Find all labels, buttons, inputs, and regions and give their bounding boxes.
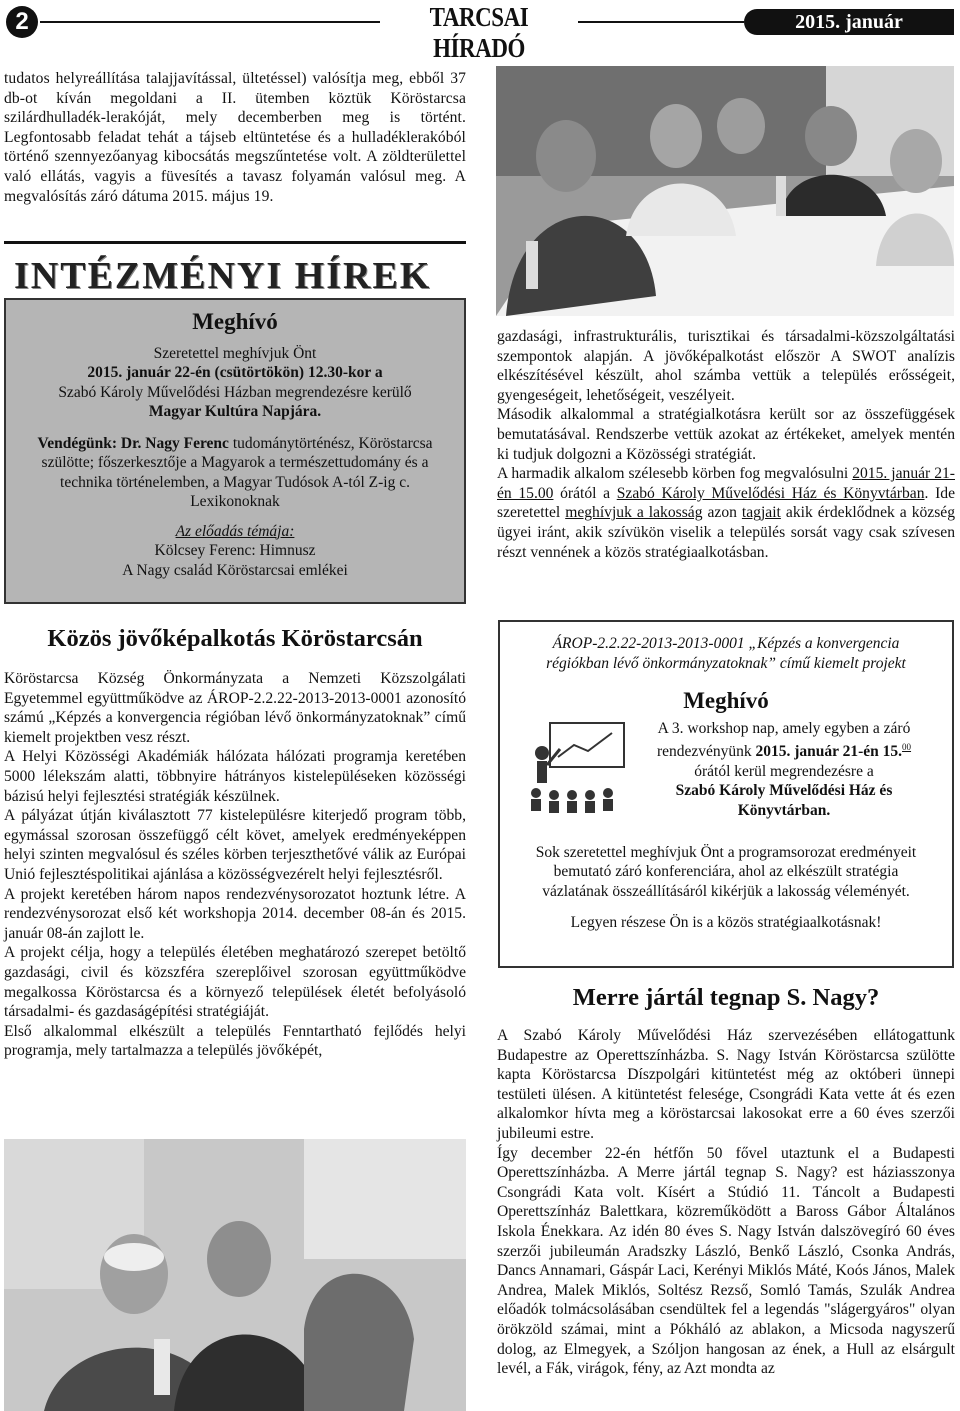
topic-line-2: A Nagy család Köröstarcsai emlékei	[122, 561, 348, 579]
article-paragraph: A pályázat útján kiválasztott 77 kistelepülésre kiterjedő program több, egymással szorosan összefüggő célt követ, amelyek eredményeképpen helyi szinten megvalósul és széles körben terjeszthetővé válik az Európai Unió fejlesztéspolitikai ajánlása a közösségvezérelt helyi fejlesztésről.	[4, 807, 466, 883]
right-paragraph: gazdasági, infrastrukturális, turisztikai és társadalmi-közszolgáltatási szempontok alapján. A jövőképalkotást először A SWOT analízis elkészítésével készült, ahol számba vettük a település erősségeit, gyengeségeit, lehetőségeit, veszélyeit.	[497, 328, 955, 404]
presentation-icon	[520, 719, 632, 815]
guest-label: Vendégünk: Dr. Nagy Ferenc	[37, 434, 229, 452]
header-rule-right	[578, 21, 744, 23]
invitation-details	[500, 715, 952, 827]
invitation-box-culture-day	[4, 298, 466, 604]
invitation-event: Magyar Kultúra Napjára.	[148, 403, 322, 420]
right-column-text	[497, 327, 955, 562]
right-paragraph-schedule: A harmadik alkalom szélesebb körben fog megvalósulni 2015. január 21-én 15.00 órától a Szabó Károly Művelődési Ház és Könyvtárban. Ide szeretettel meghívjuk a lakosság azon tagjait akik érdeklődnek a község ügyei iránt, akik szívükön viselik a település sorsát vagy csak szívesen részt vennének a közös stratégiaalkotásban.	[497, 465, 956, 561]
invitation-date: rendezvényünk 2015. január 21-én 15.00	[656, 742, 912, 761]
header-rule-left	[40, 21, 380, 23]
invitation-line: A 3. workshop nap, amely egyben a záró	[657, 719, 911, 737]
invitation-closing: Legyen részese Ön is a közös stratégiaalkotásnak!	[570, 914, 882, 931]
workshop-participants-photo	[4, 1139, 466, 1411]
article-paragraph: A projekt célja, hogy a település életében meghatározó szerepet betöltő gazdasági, civil és közszféra szereplőivel szorosan együttműködve megalkossa Köröstarcsa és a környező települések életét befolyásoló társadalmi- és gazdaságépítési stratégiáját.	[4, 944, 466, 1021]
newspaper-name: TARCSAI HÍRADÓ	[429, 2, 529, 63]
article-title-vision: Közös jövőképalkotás Köröstarcsán	[47, 625, 423, 652]
invitation-line: órától kerül megrendezésre a	[694, 762, 874, 780]
topic-label: Az előadás témája:	[175, 522, 295, 540]
article-paragraph: A Szabó Károly Művelődési Ház szervezésében ellátogattunk Budapestre az Operettszínházba. S. Nagy István Köröstarcsa szülötte kapta Köröstarcsa Díszpolgári kitüntetést még az októberi ünnepi testületi ülésen. A kitüntetést felesége, Csongrádi Kata vette át és ezen alkalomkor hívta meg a köröstarcsai lakosokat erre a 60 éves szerzői jubileumi estre.	[497, 1027, 955, 1142]
article-paragraph: Így december 22-én hétfőn 50 fővel utaztunk el a Budapesti Operettszínházba. A Merre jártál tegnap S. Nagy? est háziasszonya Csongrádi Kata volt. Kísért a Stúdió 11. Táncolt a Budapesti Operettszínház Balettkara, közreműködött a Baross Gábor Általános Iskola Énekkara. Az idén 80 éves S. Nagy István dalszövegíró 60 éves szerzői jubileumán Aradszky László, Benkő László, Csonka András, Dancs Annamari, Gáspár Laci, Kerényi Miklós Máté, Koós János, Malek Andrea, Malek Miklós, Soltész Rezső, Somló Tamás, Szulák Andrea előadók tolmácsolásában csendültek fel a legendás "slágergyáros" olyan örökzöld számai, mint a Pókháló az ablakon, a Micsoda nagyszerű dolog, az Elmegyek, a Szóljon hangosan az ének, a Hull az elsárgult levél, a Fák, virágok, fény, az Azt mondta az	[497, 1144, 955, 1378]
article-title-operetta: Merre jártál tegnap S. Nagy?	[572, 984, 880, 1011]
invitation-title: Meghívó	[192, 309, 278, 334]
meeting-table-photo	[496, 66, 954, 316]
page-number: 2	[6, 6, 38, 38]
article-paragraph: A projekt keretében három napos rendezvénysorozatot hoztunk létre. A rendezvénysorozat első két workshopja 2014. december 08-án és 2015. január 08-án zajlott le.	[4, 885, 466, 942]
invitation-venue: Szabó Károly Művelődési Házban megrendezésre kerülő	[58, 383, 412, 401]
invitation-title: Meghívó	[683, 688, 769, 713]
section-title: INTÉZMÉNYI HÍREK	[14, 255, 432, 297]
article-body-operetta	[497, 1026, 955, 1379]
topic-line-1: Kölcsey Ferenc: Himnusz	[154, 542, 316, 559]
section-rule	[4, 241, 466, 244]
invitation-line: Szeretettel meghívjuk Önt	[153, 344, 317, 362]
article-paragraph: A Helyi Közösségi Akadémiák hálózata hálózati programja keretében 5000 lélekszám alatti, többnyire hátrányos kistelepüléseken közösségi bázisú helyi fejlesztési stratégiák készülnek.	[4, 748, 466, 805]
article-body-vision	[4, 669, 466, 1061]
project-title: ÁROP-2.2.22-2013-2013-0001 „Képzés a konvergencia régiókban lévő önkormányzatoknak” című kiemelt projekt	[546, 635, 906, 672]
invitation-date: 2015. január 22-én (csütörtökön) 12.30-kor a	[87, 364, 383, 381]
invitation-box-workshop	[498, 620, 954, 968]
invitation-guest	[6, 434, 464, 512]
guest-description: tudománytörténész, Köröstarcsa szülötte; főszerkesztője a Magyarok a természettudomány és a technika történelemben, a Magyar Tudósok A-tól Z-ig c. Lexikonoknak	[41, 434, 433, 510]
invitation-venue: Szabó Károly Művelődési Ház és	[675, 782, 893, 800]
invitation-venue: Könyvtárban.	[737, 801, 831, 819]
top-left-article-text: tudatos helyreállítása talajjavítással, ültetéssel) valósítja meg, ebből 37 db-ot kíván megoldani a II. ütemben köztük Köröstarcsa szilárdhulladék-lerakóját, mely decemberben meg is történt. Legfontosabb feladat tehát a tájseb eltüntetése és a hulladéklerakóból történő szennyezőanyag kibocsátás megszűntetése volt. A zöldterülettel való ellátás, vagyis a füvesítés a tavasz folyamán valósul meg. A megvalósítás záró dátuma 2015. május 19.	[4, 70, 466, 205]
article-paragraph: Köröstarcsa Község Önkormányzata a Nemzeti Közszolgálati Egyetemmel együttműködve az ÁROP-2.2.22-2013-2013-0001 azonosító számú „Képzés a konvergencia régióban lévő önkormányzatoknak” című kiemelt projektben vesz részt.	[4, 670, 466, 746]
invitation-paragraph: Sok szeretettel meghívjuk Önt a programsorozat eredményeit bemutató záró konferenciára, ahol az elkészült stratégia vázlatának összeállításáról kikérjük a lakosság véleményét.	[535, 843, 917, 900]
article-paragraph: Első alkalommal elkészült a település Fenntartható fejlődés helyi programja, mely tartalmazza a település jövőképét,	[4, 1022, 466, 1060]
issue-date: 2015. január	[744, 9, 954, 35]
right-paragraph: Második alkalommal a stratégialkotásra került sor az összefüggések bemutatásával. Rendszerbe vettük azokat az értékeket, amelyek mentén ki tudjuk dolgozni a Közösségi stratégiát.	[497, 406, 955, 463]
